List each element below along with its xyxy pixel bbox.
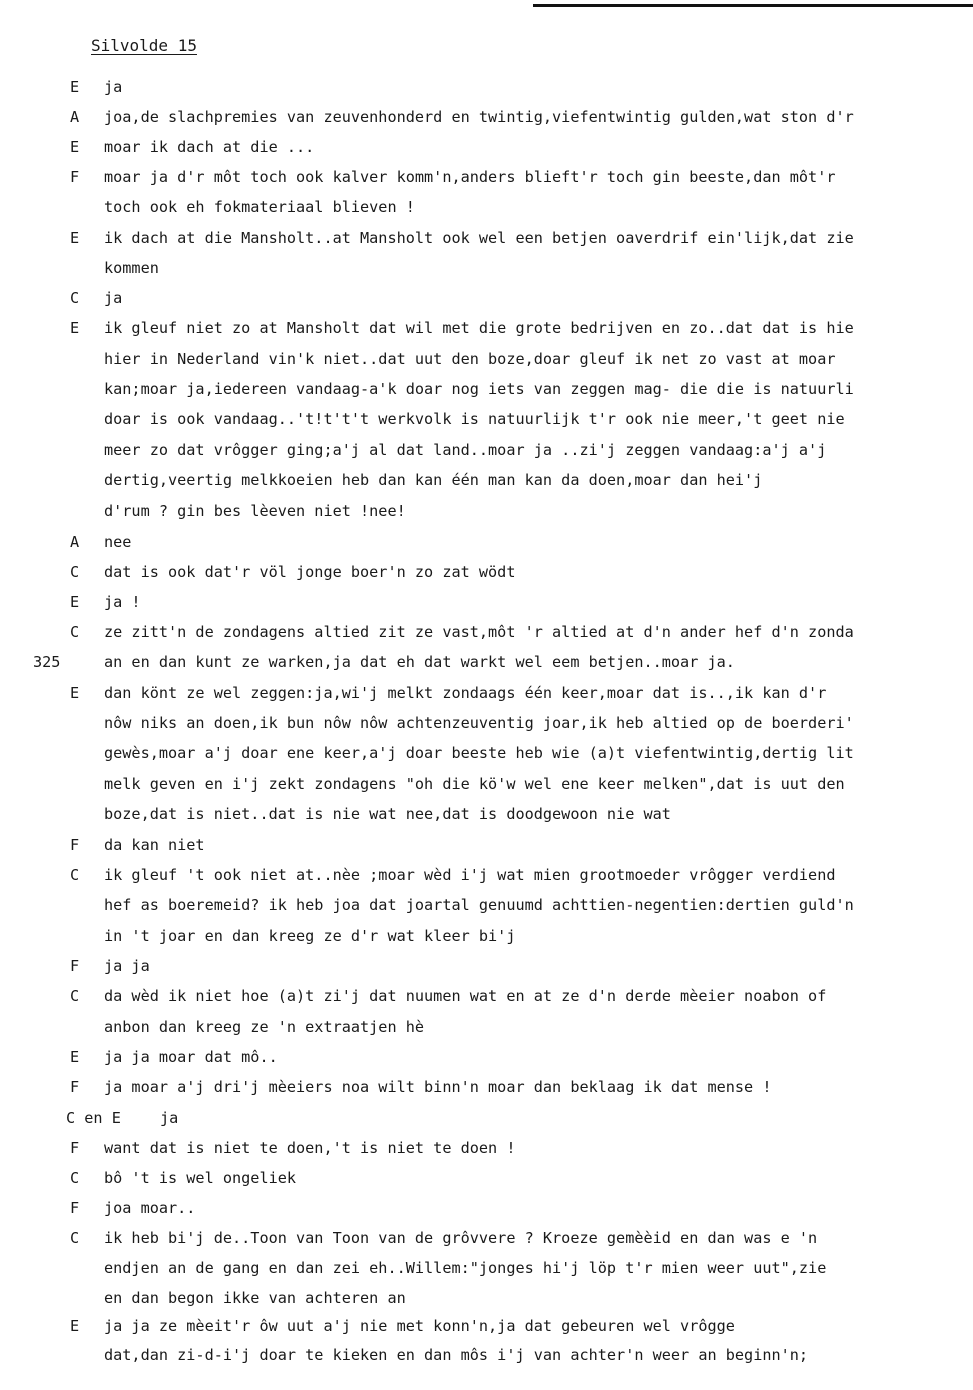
line-text: ja bbox=[160, 1109, 179, 1127]
transcript-line bbox=[0, 533, 973, 559]
speaker-label: F bbox=[70, 836, 80, 854]
line-text: doar is ook vandaag..'t!t't't werkvolk is natuurlijk t'r ook nie meer,'t geet nie bbox=[104, 410, 845, 428]
transcript-line bbox=[0, 1289, 973, 1315]
line-text: an en dan kunt ze warken,ja dat eh dat warkt wel eem betjen..moar ja. bbox=[104, 653, 735, 671]
transcript-line bbox=[0, 927, 973, 953]
transcript-line bbox=[0, 289, 973, 315]
line-text: bô 't is wel ongeliek bbox=[104, 1169, 297, 1187]
transcript-line bbox=[0, 78, 973, 104]
line-text: ja ja moar dat mô.. bbox=[104, 1048, 278, 1066]
line-text: ik gleuf niet zo at Mansholt dat wil met die grote bedrijven en zo..dat dat is hie bbox=[104, 319, 854, 337]
transcript-line bbox=[0, 1317, 973, 1343]
transcript-line bbox=[0, 259, 973, 285]
transcript-line bbox=[0, 653, 973, 679]
line-text: kan;moar ja,iedereen vandaag-a'k doar nog iets van zeggen mag- die die is natuurli bbox=[104, 380, 854, 398]
speaker-label: E bbox=[70, 1048, 80, 1066]
line-text: in 't joar en dan kreeg ze d'r wat kleer bi'j bbox=[104, 927, 516, 945]
line-text: ja ! bbox=[104, 593, 141, 611]
transcript-line bbox=[0, 380, 973, 406]
speaker-label: C bbox=[70, 1169, 80, 1187]
transcript-line bbox=[0, 198, 973, 224]
line-text: ja ja ze mèeit'r ôw uut a'j nie met konn'n,ja dat gebeuren wel vrôgge bbox=[104, 1317, 735, 1335]
line-text: nôw niks an doen,ik bun nôw nôw achtenzeuventig joar,ik heb altied op de boerderi' bbox=[104, 714, 854, 732]
transcript-line bbox=[0, 563, 973, 589]
speaker-label: E bbox=[70, 229, 80, 247]
speaker-label: F bbox=[70, 1078, 80, 1096]
transcript-line bbox=[0, 1139, 973, 1165]
top-rule bbox=[533, 4, 973, 7]
speaker-label: F bbox=[70, 957, 80, 975]
line-text: dat,dan zi-d-i'j doar te kieken en dan môs i'j van achter'n weer an beginn'n; bbox=[104, 1346, 809, 1364]
line-text: ja ja bbox=[104, 957, 150, 975]
speaker-label: A bbox=[70, 533, 80, 551]
transcript-line bbox=[0, 1229, 973, 1255]
line-text: dat is ook dat'r völ jonge boer'n zo zat wödt bbox=[104, 563, 516, 581]
line-text: kommen bbox=[104, 259, 159, 277]
line-text: d'rum ? gin bes lèeven niet !nee! bbox=[104, 502, 406, 520]
line-text: endjen an de gang en dan zei eh..Willem:"jonges hi'j löp t'r mien weer uut",zie bbox=[104, 1259, 827, 1277]
speaker-label: E bbox=[70, 138, 80, 156]
speaker-label: C en E bbox=[66, 1109, 121, 1127]
transcript-line bbox=[0, 1259, 973, 1285]
line-text: boze,dat is niet..dat is nie wat nee,dat is doodgewoon nie wat bbox=[104, 805, 671, 823]
line-text: da wèd ik niet hoe (a)t zi'j dat nuumen wat en at ze d'n derde mèeier noabon of bbox=[104, 987, 827, 1005]
margin-marker: 325 bbox=[33, 653, 61, 671]
line-text: anbon dan kreeg ze 'n extraatjen hè bbox=[104, 1018, 425, 1036]
line-text: joa,de slachpremies van zeuvenhonderd en twintig,viefentwintig gulden,wat ston d'r bbox=[104, 108, 854, 126]
transcript-line bbox=[0, 1169, 973, 1195]
transcript-line bbox=[0, 714, 973, 740]
speaker-label: C bbox=[70, 289, 80, 307]
line-text: nee bbox=[104, 533, 132, 551]
transcript-line bbox=[0, 866, 973, 892]
line-text: ik gleuf 't ook niet at..nèe ;moar wèd i'j wat mien grootmoeder vrôgger verdiend bbox=[104, 866, 836, 884]
transcript-line bbox=[0, 410, 973, 436]
line-text: meer zo dat vrôgger ging;a'j al dat land..moar ja ..zi'j zeggen vandaag:a'j a'j bbox=[104, 441, 827, 459]
speaker-label: C bbox=[70, 866, 80, 884]
speaker-label: F bbox=[70, 1199, 80, 1217]
line-text: melk geven en i'j zekt zondagens "oh die kö'w wel ene keer melken",dat is uut den bbox=[104, 775, 845, 793]
speaker-label: E bbox=[70, 78, 80, 96]
transcript-line bbox=[0, 441, 973, 467]
line-text: ja moar a'j dri'j mèeiers noa wilt binn'n moar dan beklaag ik dat mense ! bbox=[104, 1078, 772, 1096]
transcript-line bbox=[0, 319, 973, 345]
speaker-label: E bbox=[70, 593, 80, 611]
speaker-label: F bbox=[70, 1139, 80, 1157]
line-text: toch ook eh fokmateriaal blieven ! bbox=[104, 198, 415, 216]
speaker-label: C bbox=[70, 563, 80, 581]
speaker-label: F bbox=[70, 168, 80, 186]
speaker-label: E bbox=[70, 1317, 80, 1335]
line-text: hier in Nederland vin'k niet..dat uut den boze,doar gleuf ik net zo vast at moar bbox=[104, 350, 836, 368]
transcript-line bbox=[0, 108, 973, 134]
line-text: en dan begon ikke van achteren an bbox=[104, 1289, 406, 1307]
speaker-label: C bbox=[70, 623, 80, 641]
transcript-line bbox=[0, 1018, 973, 1044]
line-text: hef as boeremeid? ik heb joa dat joartal genuumd achttien-negentien:dertien guld'n bbox=[104, 896, 854, 914]
line-text: ze zitt'n de zondagens altied zit ze vast,môt 'r altied at d'n ander hef d'n zonda bbox=[104, 623, 854, 641]
line-text: da kan niet bbox=[104, 836, 205, 854]
transcript-line bbox=[0, 836, 973, 862]
line-text: ik heb bi'j de..Toon van Toon van de grôvvere ? Kroeze gemèèid en dan was e 'n bbox=[104, 1229, 818, 1247]
transcript-line bbox=[0, 1048, 973, 1074]
transcript-line bbox=[0, 168, 973, 194]
line-text: ik dach at die Mansholt..at Mansholt ook wel een betjen oaverdrif ein'lijk,dat zie bbox=[104, 229, 854, 247]
transcript-line bbox=[0, 1078, 973, 1104]
transcript-line bbox=[0, 350, 973, 376]
transcript-line bbox=[0, 138, 973, 164]
transcript-line bbox=[0, 775, 973, 801]
page-title: Silvolde 15 bbox=[91, 36, 197, 55]
line-text: moar ja d'r môt toch ook kalver komm'n,anders blieft'r toch gin beeste,dan môt'r bbox=[104, 168, 836, 186]
transcript-line bbox=[0, 805, 973, 831]
speaker-label: C bbox=[70, 1229, 80, 1247]
transcript-line bbox=[0, 593, 973, 619]
transcript-line bbox=[0, 744, 973, 770]
transcript-line bbox=[0, 502, 973, 528]
transcript-line bbox=[0, 896, 973, 922]
transcript-line bbox=[0, 987, 973, 1013]
transcript-line bbox=[0, 1109, 973, 1135]
speaker-label: C bbox=[70, 987, 80, 1005]
line-text: dan könt ze wel zeggen:ja,wi'j melkt zondaags één keer,moar dat is..,ik kan d'r bbox=[104, 684, 827, 702]
line-text: ja bbox=[104, 78, 123, 96]
line-text: dertig,veertig melkkoeien heb dan kan één man kan da doen,moar dan hei'j bbox=[104, 471, 763, 489]
line-text: moar ik dach at die ... bbox=[104, 138, 315, 156]
speaker-label: E bbox=[70, 319, 80, 337]
line-text: ja bbox=[104, 289, 123, 307]
transcript-line bbox=[0, 957, 973, 983]
transcript-line bbox=[0, 1346, 973, 1372]
transcript-line bbox=[0, 471, 973, 497]
line-text: want dat is niet te doen,'t is niet te doen ! bbox=[104, 1139, 516, 1157]
line-text: gewès,moar a'j doar ene keer,a'j doar beeste heb wie (a)t viefentwintig,dertig lit bbox=[104, 744, 854, 762]
speaker-label: E bbox=[70, 684, 80, 702]
transcript-line bbox=[0, 1199, 973, 1225]
line-text: joa moar.. bbox=[104, 1199, 196, 1217]
speaker-label: A bbox=[70, 108, 80, 126]
transcript-line bbox=[0, 229, 973, 255]
transcript-line bbox=[0, 684, 973, 710]
transcript-line bbox=[0, 623, 973, 649]
